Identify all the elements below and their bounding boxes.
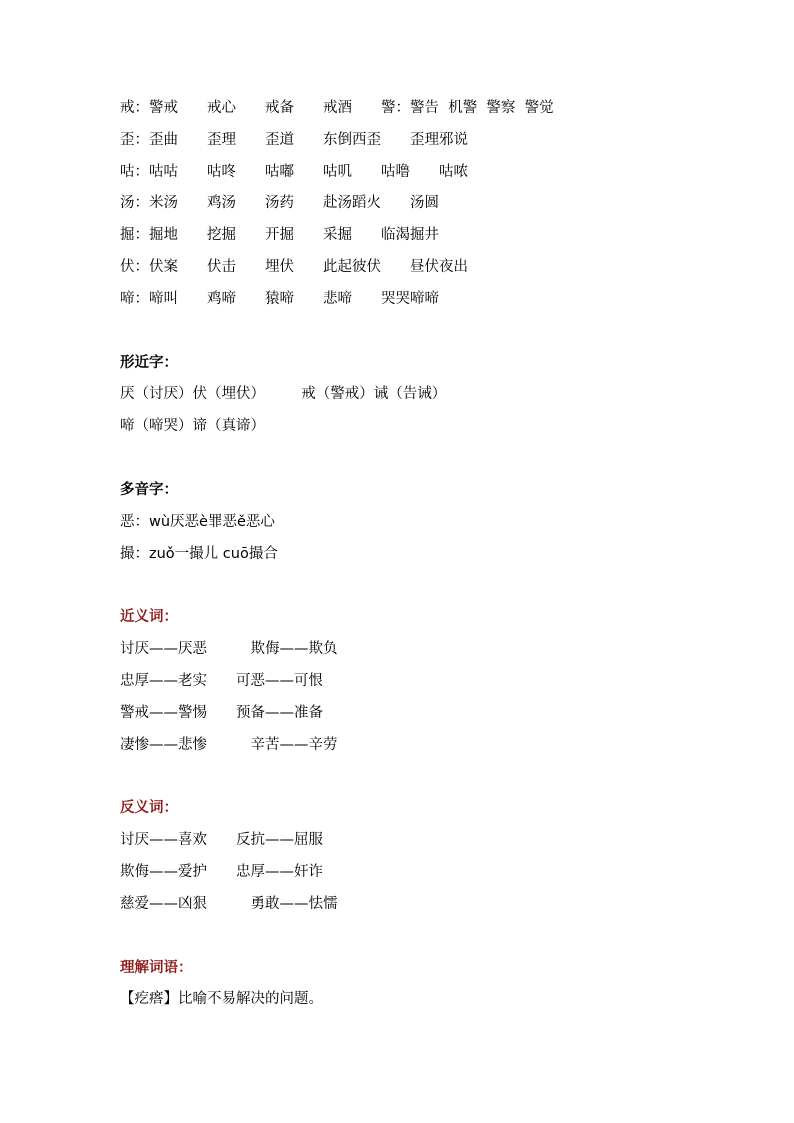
section-heading: 形近字： (120, 354, 178, 371)
word-groups (120, 98, 740, 309)
section-line: 撮：zuǒ一撮儿 cuō撮合 (120, 545, 278, 562)
antonyms-section (120, 798, 740, 913)
word-line: 伏：伏案 伏击 埋伏 此起彼伏 昼伏夜出 (120, 258, 468, 275)
word-line: 咕：咕咕 咕咚 咕嘟 咕叽 咕噜 咕哝 (120, 163, 468, 180)
understanding-section (120, 958, 740, 1010)
word-line: 戒：警戒 戒心 戒备 戒酒 警：警告 机警 警察 警觉 (120, 100, 554, 116)
section-heading: 多音字： (120, 481, 178, 498)
synonyms-section (120, 607, 740, 754)
word-line: 歪：歪曲 歪理 歪道 东倒西歪 歪理邪说 (120, 131, 468, 148)
section-heading: 近义词： (120, 608, 178, 626)
section-line: 厌（讨厌）伏（埋伏） 戒（警戒）诫（告诫） (120, 386, 447, 403)
polyphonic-section (120, 480, 740, 564)
section-line: 恶：wù厌恶è罪恶ě恶心 (120, 513, 275, 530)
word-line: 掘：掘地 挖掘 开掘 采掘 临渴掘井 (120, 227, 439, 244)
section-line: 忠厚——老实 可恶——可恨 (120, 672, 323, 689)
section-line: 凄惨——悲惨 辛苦——辛劳 (120, 736, 338, 753)
section-line: 啼（啼哭）谛（真谛） (120, 418, 265, 435)
section-line: 警戒——警惕 预备——准备 (120, 704, 323, 721)
similar-characters-section (120, 353, 740, 437)
section-heading: 理解词语： (120, 958, 193, 976)
section-line: 欺侮——爱护 忠厚——奸诈 (120, 863, 323, 880)
section-heading: 反义词： (120, 799, 178, 817)
section-line: 讨厌——厌恶 欺侮——欺负 (120, 641, 338, 658)
document-page (120, 98, 740, 1021)
word-line: 啼：啼叫 鸡啼 猿啼 悲啼 哭哭啼啼 (120, 290, 439, 307)
section-line: 【疙瘩】比喻不易解决的问题。 (120, 991, 323, 1008)
section-line: 慈爱——凶狠 勇敢——怯懦 (120, 895, 338, 912)
word-line: 汤：米汤 鸡汤 汤药 赴汤蹈火 汤圆 (120, 195, 439, 212)
section-line: 讨厌——喜欢 反抗——屈服 (120, 832, 323, 849)
